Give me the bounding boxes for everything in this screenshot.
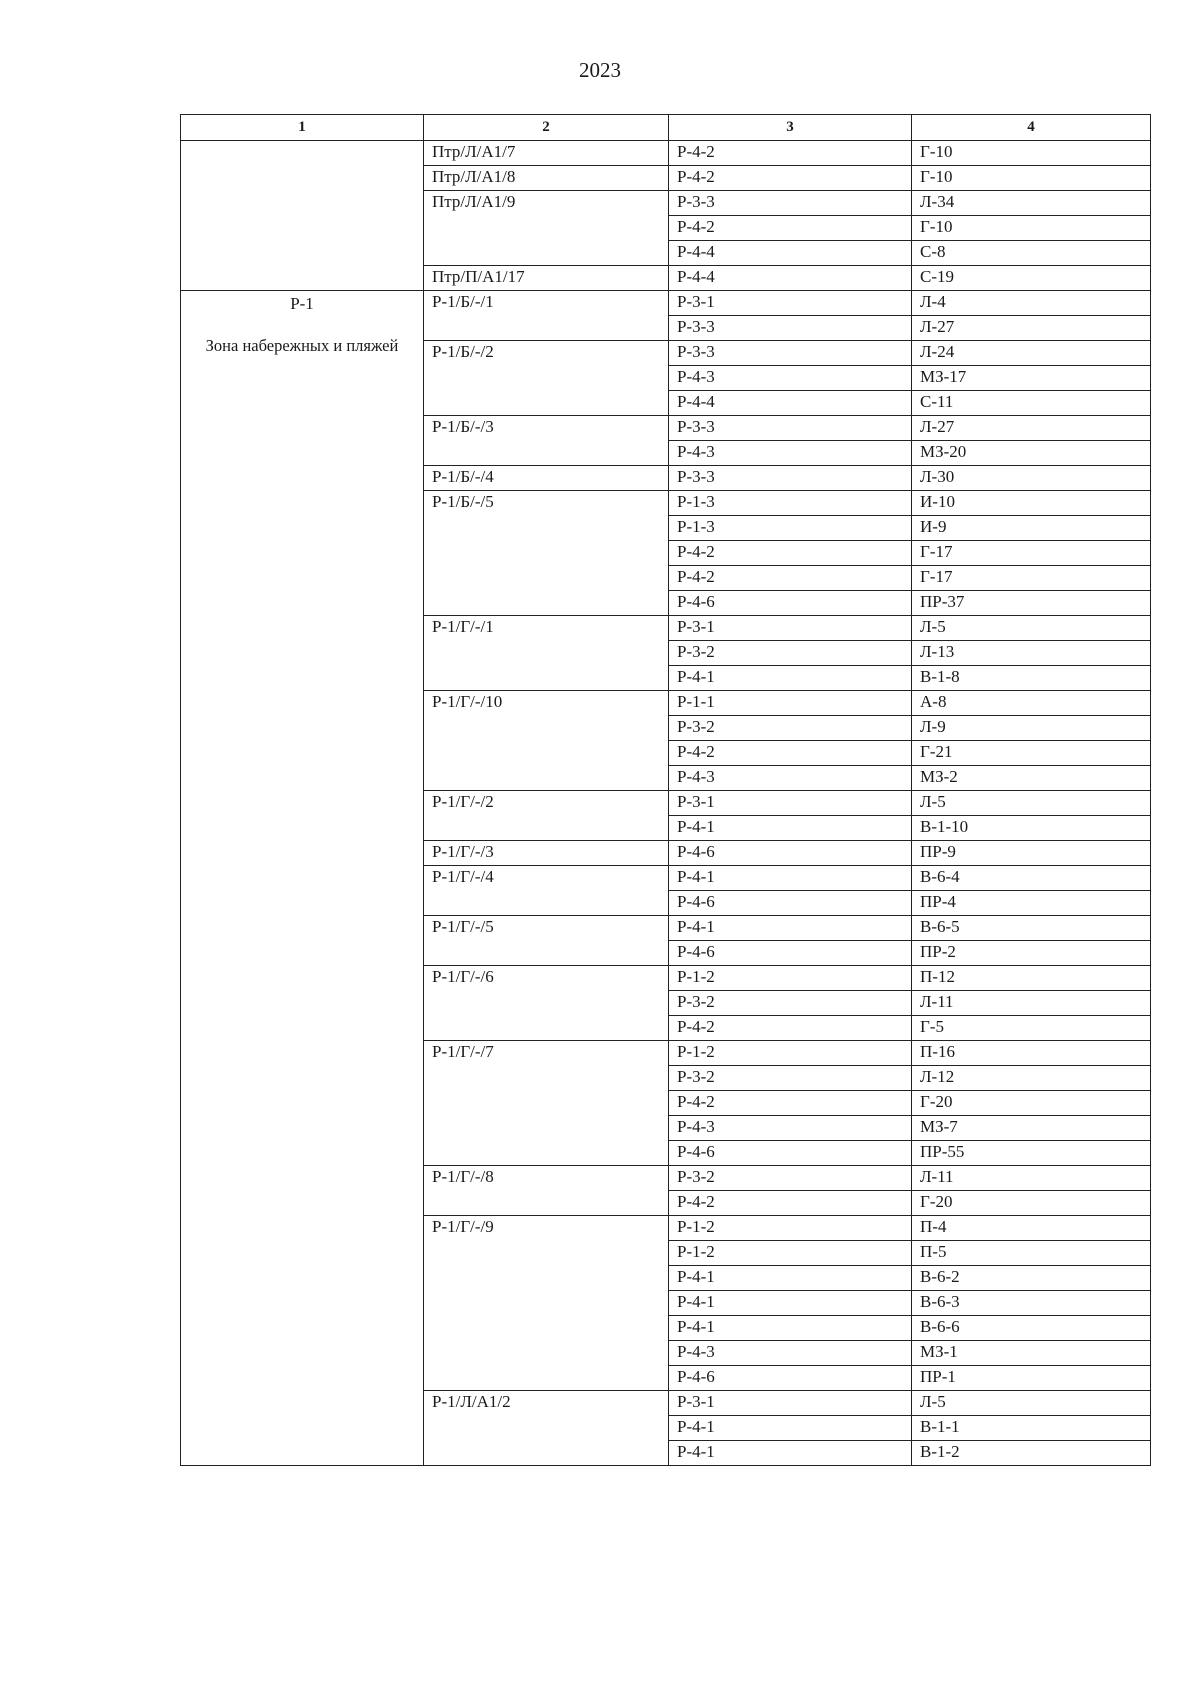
regulation-code-cell: Р-4-1 [669, 1266, 912, 1291]
subzone-code-cell: Р-1/Г/-/3 [424, 841, 669, 866]
regulation-code-cell: Р-3-1 [669, 791, 912, 816]
object-code-cell: Г-21 [912, 741, 1151, 766]
object-code-cell: Г-17 [912, 566, 1151, 591]
header-col-4: 4 [912, 115, 1151, 141]
regulation-code-cell: Р-4-1 [669, 1441, 912, 1466]
subzone-code-cell: Р-1/Г/-/1 [424, 616, 669, 691]
zone-code: Р-1 [290, 294, 314, 313]
object-code-cell: ПР-2 [912, 941, 1151, 966]
object-code-cell: Г-10 [912, 166, 1151, 191]
regulation-code-cell: Р-4-2 [669, 1016, 912, 1041]
subzone-code-cell: Птр/Л/А1/9 [424, 191, 669, 266]
object-code-cell: Л-34 [912, 191, 1151, 216]
regulation-code-cell: Р-4-2 [669, 141, 912, 166]
object-code-cell: Г-17 [912, 541, 1151, 566]
zone-cell [181, 291, 424, 1466]
subzone-code-cell: Р-1/Б/-/5 [424, 491, 669, 616]
regulation-code-cell: Р-4-1 [669, 1291, 912, 1316]
subzone-code-cell: Р-1/Л/А1/2 [424, 1391, 669, 1466]
subzone-code-cell: Птр/Л/А1/8 [424, 166, 669, 191]
regulation-code-cell: Р-3-3 [669, 191, 912, 216]
object-code-cell: Л-5 [912, 616, 1151, 641]
regulation-code-cell: Р-1-1 [669, 691, 912, 716]
subzone-code-cell: Р-1/Г/-/7 [424, 1041, 669, 1166]
object-code-cell: С-11 [912, 391, 1151, 416]
object-code-cell: Г-10 [912, 141, 1151, 166]
object-code-cell: В-1-1 [912, 1416, 1151, 1441]
regulation-code-cell: Р-3-1 [669, 616, 912, 641]
regulation-code-cell: Р-4-6 [669, 1141, 912, 1166]
regulation-code-cell: Р-3-2 [669, 716, 912, 741]
subzone-code-cell: Р-1/Г/-/9 [424, 1216, 669, 1391]
subzone-code-cell: Р-1/Б/-/4 [424, 466, 669, 491]
object-code-cell: П-4 [912, 1216, 1151, 1241]
regulation-code-cell: Р-4-6 [669, 841, 912, 866]
regulation-code-cell: Р-4-3 [669, 1341, 912, 1366]
regulation-code-cell: Р-4-2 [669, 1091, 912, 1116]
object-code-cell: П-5 [912, 1241, 1151, 1266]
regulation-code-cell: Р-4-3 [669, 441, 912, 466]
subzone-code-cell: Р-1/Г/-/4 [424, 866, 669, 916]
object-code-cell: МЗ-17 [912, 366, 1151, 391]
regulation-code-cell: Р-4-1 [669, 816, 912, 841]
object-code-cell: Л-24 [912, 341, 1151, 366]
object-code-cell: Г-10 [912, 216, 1151, 241]
regulation-code-cell: Р-4-2 [669, 166, 912, 191]
regulation-code-cell: Р-4-2 [669, 566, 912, 591]
table-row [181, 141, 1151, 166]
subzone-code-cell: Р-1/Г/-/5 [424, 916, 669, 966]
header-col-1: 1 [181, 115, 424, 141]
regulation-code-cell: Р-4-4 [669, 241, 912, 266]
object-code-cell: ПР-37 [912, 591, 1151, 616]
regulation-code-cell: Р-3-3 [669, 316, 912, 341]
regulation-code-cell: Р-4-6 [669, 591, 912, 616]
table-header-row [181, 115, 1151, 141]
object-code-cell: В-1-10 [912, 816, 1151, 841]
regulation-code-cell: Р-4-4 [669, 266, 912, 291]
object-code-cell: ПР-9 [912, 841, 1151, 866]
object-code-cell: В-6-3 [912, 1291, 1151, 1316]
object-code-cell: ПР-1 [912, 1366, 1151, 1391]
object-code-cell: Л-30 [912, 466, 1151, 491]
regulation-code-cell: Р-4-1 [669, 916, 912, 941]
regulation-code-cell: Р-1-3 [669, 516, 912, 541]
object-code-cell: Л-5 [912, 791, 1151, 816]
object-code-cell: А-8 [912, 691, 1151, 716]
table-body [181, 141, 1151, 1466]
regulation-code-cell: Р-4-2 [669, 541, 912, 566]
object-code-cell: Л-5 [912, 1391, 1151, 1416]
regulation-code-cell: Р-4-3 [669, 366, 912, 391]
regulation-code-cell: Р-3-1 [669, 291, 912, 316]
regulation-code-cell: Р-4-6 [669, 941, 912, 966]
object-code-cell: Г-20 [912, 1091, 1151, 1116]
regulation-code-cell: Р-1-2 [669, 1216, 912, 1241]
subzone-code-cell: Р-1/Г/-/10 [424, 691, 669, 791]
object-code-cell: Л-27 [912, 416, 1151, 441]
object-code-cell: П-16 [912, 1041, 1151, 1066]
regulation-code-cell: Р-4-6 [669, 1366, 912, 1391]
regulation-code-cell: Р-4-1 [669, 1416, 912, 1441]
regulation-code-cell: Р-1-2 [669, 1241, 912, 1266]
regulation-code-cell: Р-4-4 [669, 391, 912, 416]
subzone-code-cell: Р-1/Б/-/2 [424, 341, 669, 416]
regulation-code-cell: Р-3-3 [669, 466, 912, 491]
object-code-cell: Л-27 [912, 316, 1151, 341]
subzone-code-cell: Птр/П/А1/17 [424, 266, 669, 291]
zone-cell [181, 141, 424, 291]
regulation-code-cell: Р-4-3 [669, 1116, 912, 1141]
object-code-cell: Л-13 [912, 641, 1151, 666]
object-code-cell: В-6-2 [912, 1266, 1151, 1291]
page-number: 2023 [579, 58, 621, 82]
object-code-cell: МЗ-2 [912, 766, 1151, 791]
subzone-code-cell: Р-1/Б/-/3 [424, 416, 669, 466]
object-code-cell: С-19 [912, 266, 1151, 291]
subzone-code-cell: Р-1/Г/-/2 [424, 791, 669, 841]
regulation-code-cell: Р-1-3 [669, 491, 912, 516]
zone-name: Зона набережных и пляжей [205, 336, 399, 355]
object-code-cell: В-1-8 [912, 666, 1151, 691]
object-code-cell: В-6-4 [912, 866, 1151, 891]
object-code-cell: МЗ-7 [912, 1116, 1151, 1141]
regulation-code-cell: Р-4-6 [669, 891, 912, 916]
regulation-code-cell: Р-4-3 [669, 766, 912, 791]
object-code-cell: МЗ-20 [912, 441, 1151, 466]
header-col-2: 2 [424, 115, 669, 141]
regulation-code-cell: Р-3-2 [669, 991, 912, 1016]
regulation-code-cell: Р-4-1 [669, 666, 912, 691]
object-code-cell: И-9 [912, 516, 1151, 541]
regulation-code-cell: Р-4-1 [669, 1316, 912, 1341]
zones-table [180, 114, 1151, 1466]
subzone-code-cell: Р-1/Б/-/1 [424, 291, 669, 341]
regulation-code-cell: Р-3-3 [669, 341, 912, 366]
regulation-code-cell: Р-4-2 [669, 741, 912, 766]
regulation-code-cell: Р-3-2 [669, 641, 912, 666]
object-code-cell: Л-9 [912, 716, 1151, 741]
object-code-cell: Л-11 [912, 1166, 1151, 1191]
regulation-code-cell: Р-4-2 [669, 216, 912, 241]
subzone-code-cell: Р-1/Г/-/8 [424, 1166, 669, 1216]
regulation-code-cell: Р-1-2 [669, 966, 912, 991]
object-code-cell: ПР-4 [912, 891, 1151, 916]
regulation-code-cell: Р-3-1 [669, 1391, 912, 1416]
object-code-cell: И-10 [912, 491, 1151, 516]
object-code-cell: Л-12 [912, 1066, 1151, 1091]
regulation-code-cell: Р-1-2 [669, 1041, 912, 1066]
object-code-cell: ПР-55 [912, 1141, 1151, 1166]
object-code-cell: Л-4 [912, 291, 1151, 316]
object-code-cell: Л-11 [912, 991, 1151, 1016]
object-code-cell: П-12 [912, 966, 1151, 991]
subzone-code-cell: Р-1/Г/-/6 [424, 966, 669, 1041]
object-code-cell: МЗ-1 [912, 1341, 1151, 1366]
header-col-3: 3 [669, 115, 912, 141]
object-code-cell: В-6-6 [912, 1316, 1151, 1341]
regulation-code-cell: Р-3-3 [669, 416, 912, 441]
object-code-cell: С-8 [912, 241, 1151, 266]
object-code-cell: Г-20 [912, 1191, 1151, 1216]
table-row [181, 291, 1151, 316]
regulation-code-cell: Р-4-2 [669, 1191, 912, 1216]
object-code-cell: В-1-2 [912, 1441, 1151, 1466]
regulation-code-cell: Р-3-2 [669, 1066, 912, 1091]
regulation-code-cell: Р-4-1 [669, 866, 912, 891]
object-code-cell: Г-5 [912, 1016, 1151, 1041]
object-code-cell: В-6-5 [912, 916, 1151, 941]
subzone-code-cell: Птр/Л/А1/7 [424, 141, 669, 166]
regulation-code-cell: Р-3-2 [669, 1166, 912, 1191]
